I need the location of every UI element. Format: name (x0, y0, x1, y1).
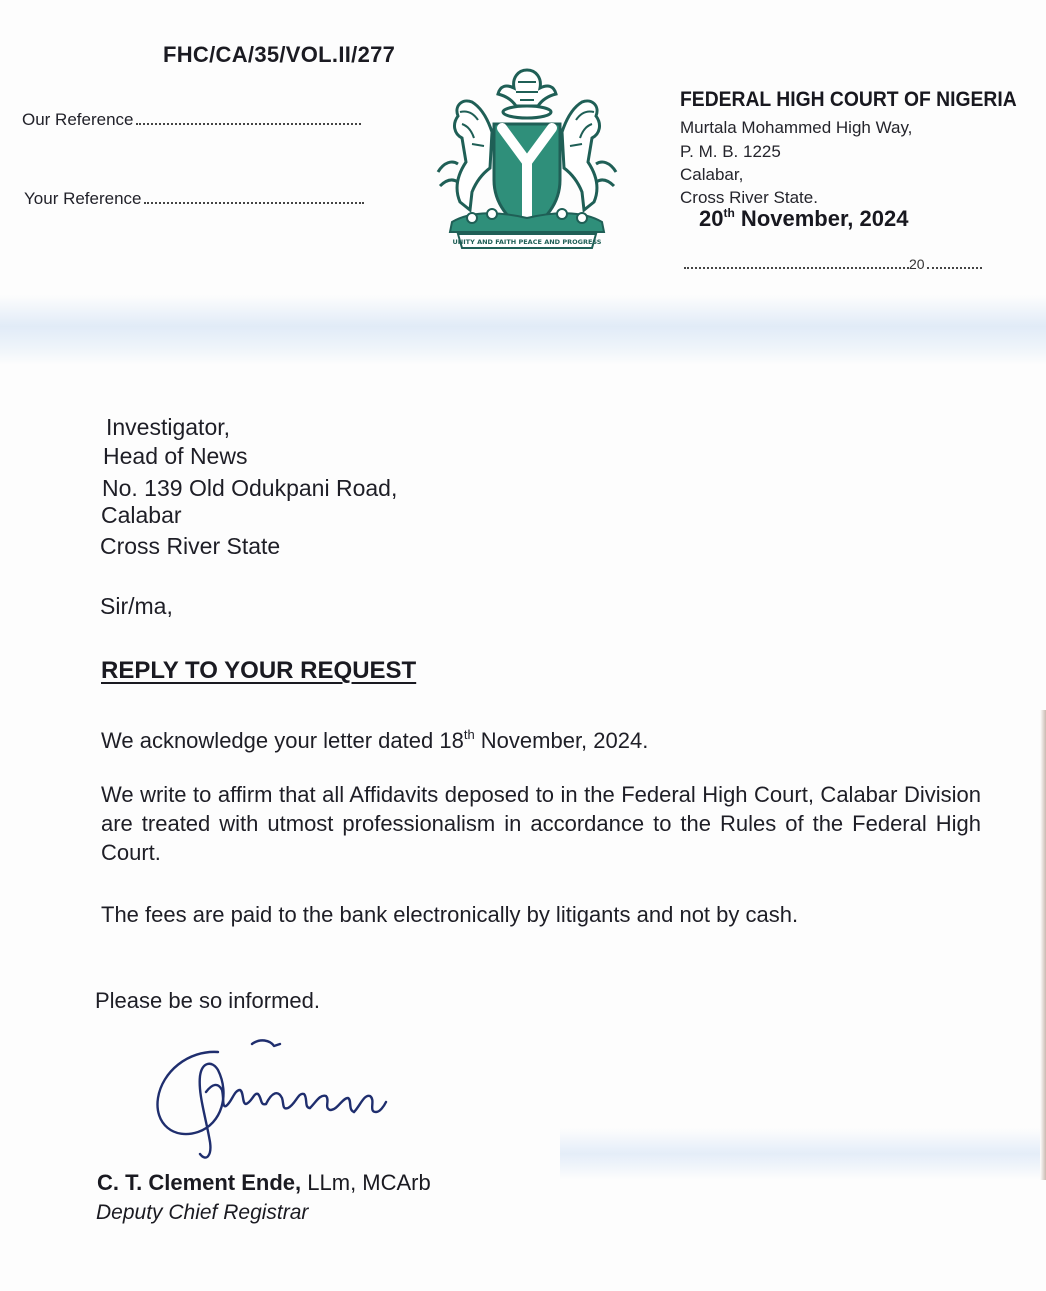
date-dotted-line (682, 256, 982, 272)
recipient-line: Head of News (103, 443, 248, 469)
your-reference-field (24, 189, 364, 209)
our-reference-dotted-line (136, 111, 361, 125)
paragraph-fees: The fees are paid to the bank electronically by litigants and not by cash. (101, 902, 799, 927)
signatory-qualifications: LLm, MCArb (301, 1170, 431, 1195)
file-reference: FHC/CA/35/VOL.II/277 (163, 42, 396, 67)
address-line: Murtala Mohammed High Way, (680, 118, 913, 137)
salutation: Sir/ma, (100, 593, 173, 619)
coat-of-arms-icon (432, 62, 622, 254)
date-day: 20 (699, 206, 724, 231)
crest-motto: UNITY AND FAITH PEACE AND PROGRESS (452, 238, 602, 246)
letter-date (699, 206, 908, 232)
paragraph-acknowledgement: We acknowledge your letter dated 18th November, 2024. (101, 727, 649, 753)
your-reference-dotted-line (144, 190, 364, 204)
date-day-suffix: th (723, 206, 735, 220)
our-reference-field (22, 110, 361, 130)
date-month-year: November, 2024 (734, 206, 909, 231)
address-line: Calabar, (680, 165, 744, 184)
closing-line: Please be so informed. (95, 988, 321, 1013)
recipient-line: Investigator, (106, 414, 231, 440)
signatory-title: Deputy Chief Registrar (96, 1201, 309, 1224)
court-name: FEDERAL HIGH COURT OF NIGERIA (680, 88, 1017, 111)
paragraph-affirmation: We write to affirm that all Affidavits deposed to in the Federal High Court, Calabar Division are treated with utmost professionalism in accordance to the Rules of the Federal High Court. (101, 782, 981, 865)
signatory-name: C. T. Clement Ende, LLm, MCArb (97, 1170, 431, 1195)
recipient-line: No. 139 Old Odukpani Road, (102, 475, 398, 501)
recipient-line: Cross River State (100, 533, 281, 559)
address-line: Cross River State. (680, 188, 818, 207)
scan-artifact-band-lower (560, 1128, 1046, 1180)
your-reference-label: Your Reference (24, 189, 142, 208)
subject-heading: REPLY TO YOUR REQUEST (101, 657, 417, 684)
address-line: P. M. B. 1225 (680, 142, 781, 161)
scan-artifact-band (0, 295, 1046, 365)
recipient-line: Calabar (101, 502, 182, 528)
page-edge-shadow (1040, 710, 1046, 1180)
date-line-text: 20 (909, 256, 925, 272)
signature-icon (148, 1032, 398, 1167)
our-reference-label: Our Reference (22, 110, 134, 129)
